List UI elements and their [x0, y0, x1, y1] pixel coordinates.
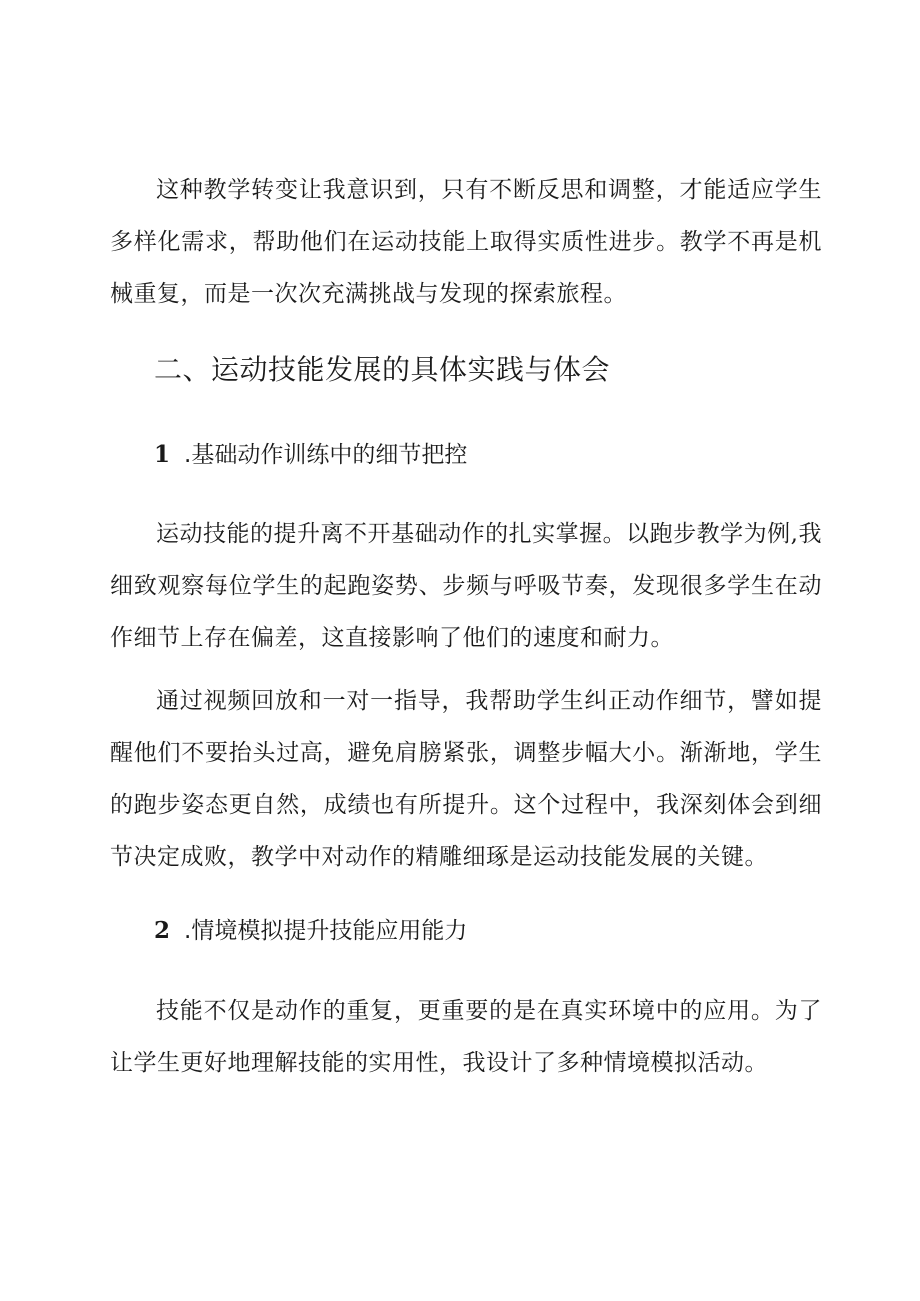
paragraph-video-guidance: 通过视频回放和一对一指导，我帮助学生纠正动作细节，譬如提醒他们不要抬头过高，避免肩膀紧张，调整步幅大小。渐渐地，学生的跑步姿态更自然，成绩也有所提升。这个过程中，我深刻体会到细节决定成败，教学中对动作的精雕细琢是运动技能发展的关键。	[110, 688, 822, 870]
subsection-title: .基础动作训练中的细节把控	[184, 442, 468, 468]
section-heading: 二、运动技能发展的具体实践与体会	[154, 353, 611, 386]
subsection-heading-2	[154, 913, 866, 949]
paragraph-running-details: 运动技能的提升离不开基础动作的扎实掌握。以跑步教学为例,我细致观察每位学生的起跑姿势、步频与呼吸节奏，发现很多学生在动作细节上存在偏差，这直接影响了他们的速度和耐力。	[110, 521, 822, 651]
subsection-heading-1	[154, 437, 866, 473]
paragraph-teaching-reflection: 这种教学转变让我意识到，只有不断反思和调整，才能适应学生多样化需求，帮助他们在运动技能上取得实质性进步。教学不再是机械重复，而是一次次充满挑战与发现的探索旅程。	[110, 177, 822, 307]
subsection-number: 2	[154, 917, 171, 944]
subsection-title: .情境模拟提升技能应用能力	[184, 918, 468, 944]
subsection-number: 1	[154, 441, 171, 468]
paragraph-situational-simulation: 技能不仅是动作的重复，更重要的是在真实环境中的应用。为了让学生更好地理解技能的实用性，我设计了多种情境模拟活动。	[110, 998, 822, 1076]
